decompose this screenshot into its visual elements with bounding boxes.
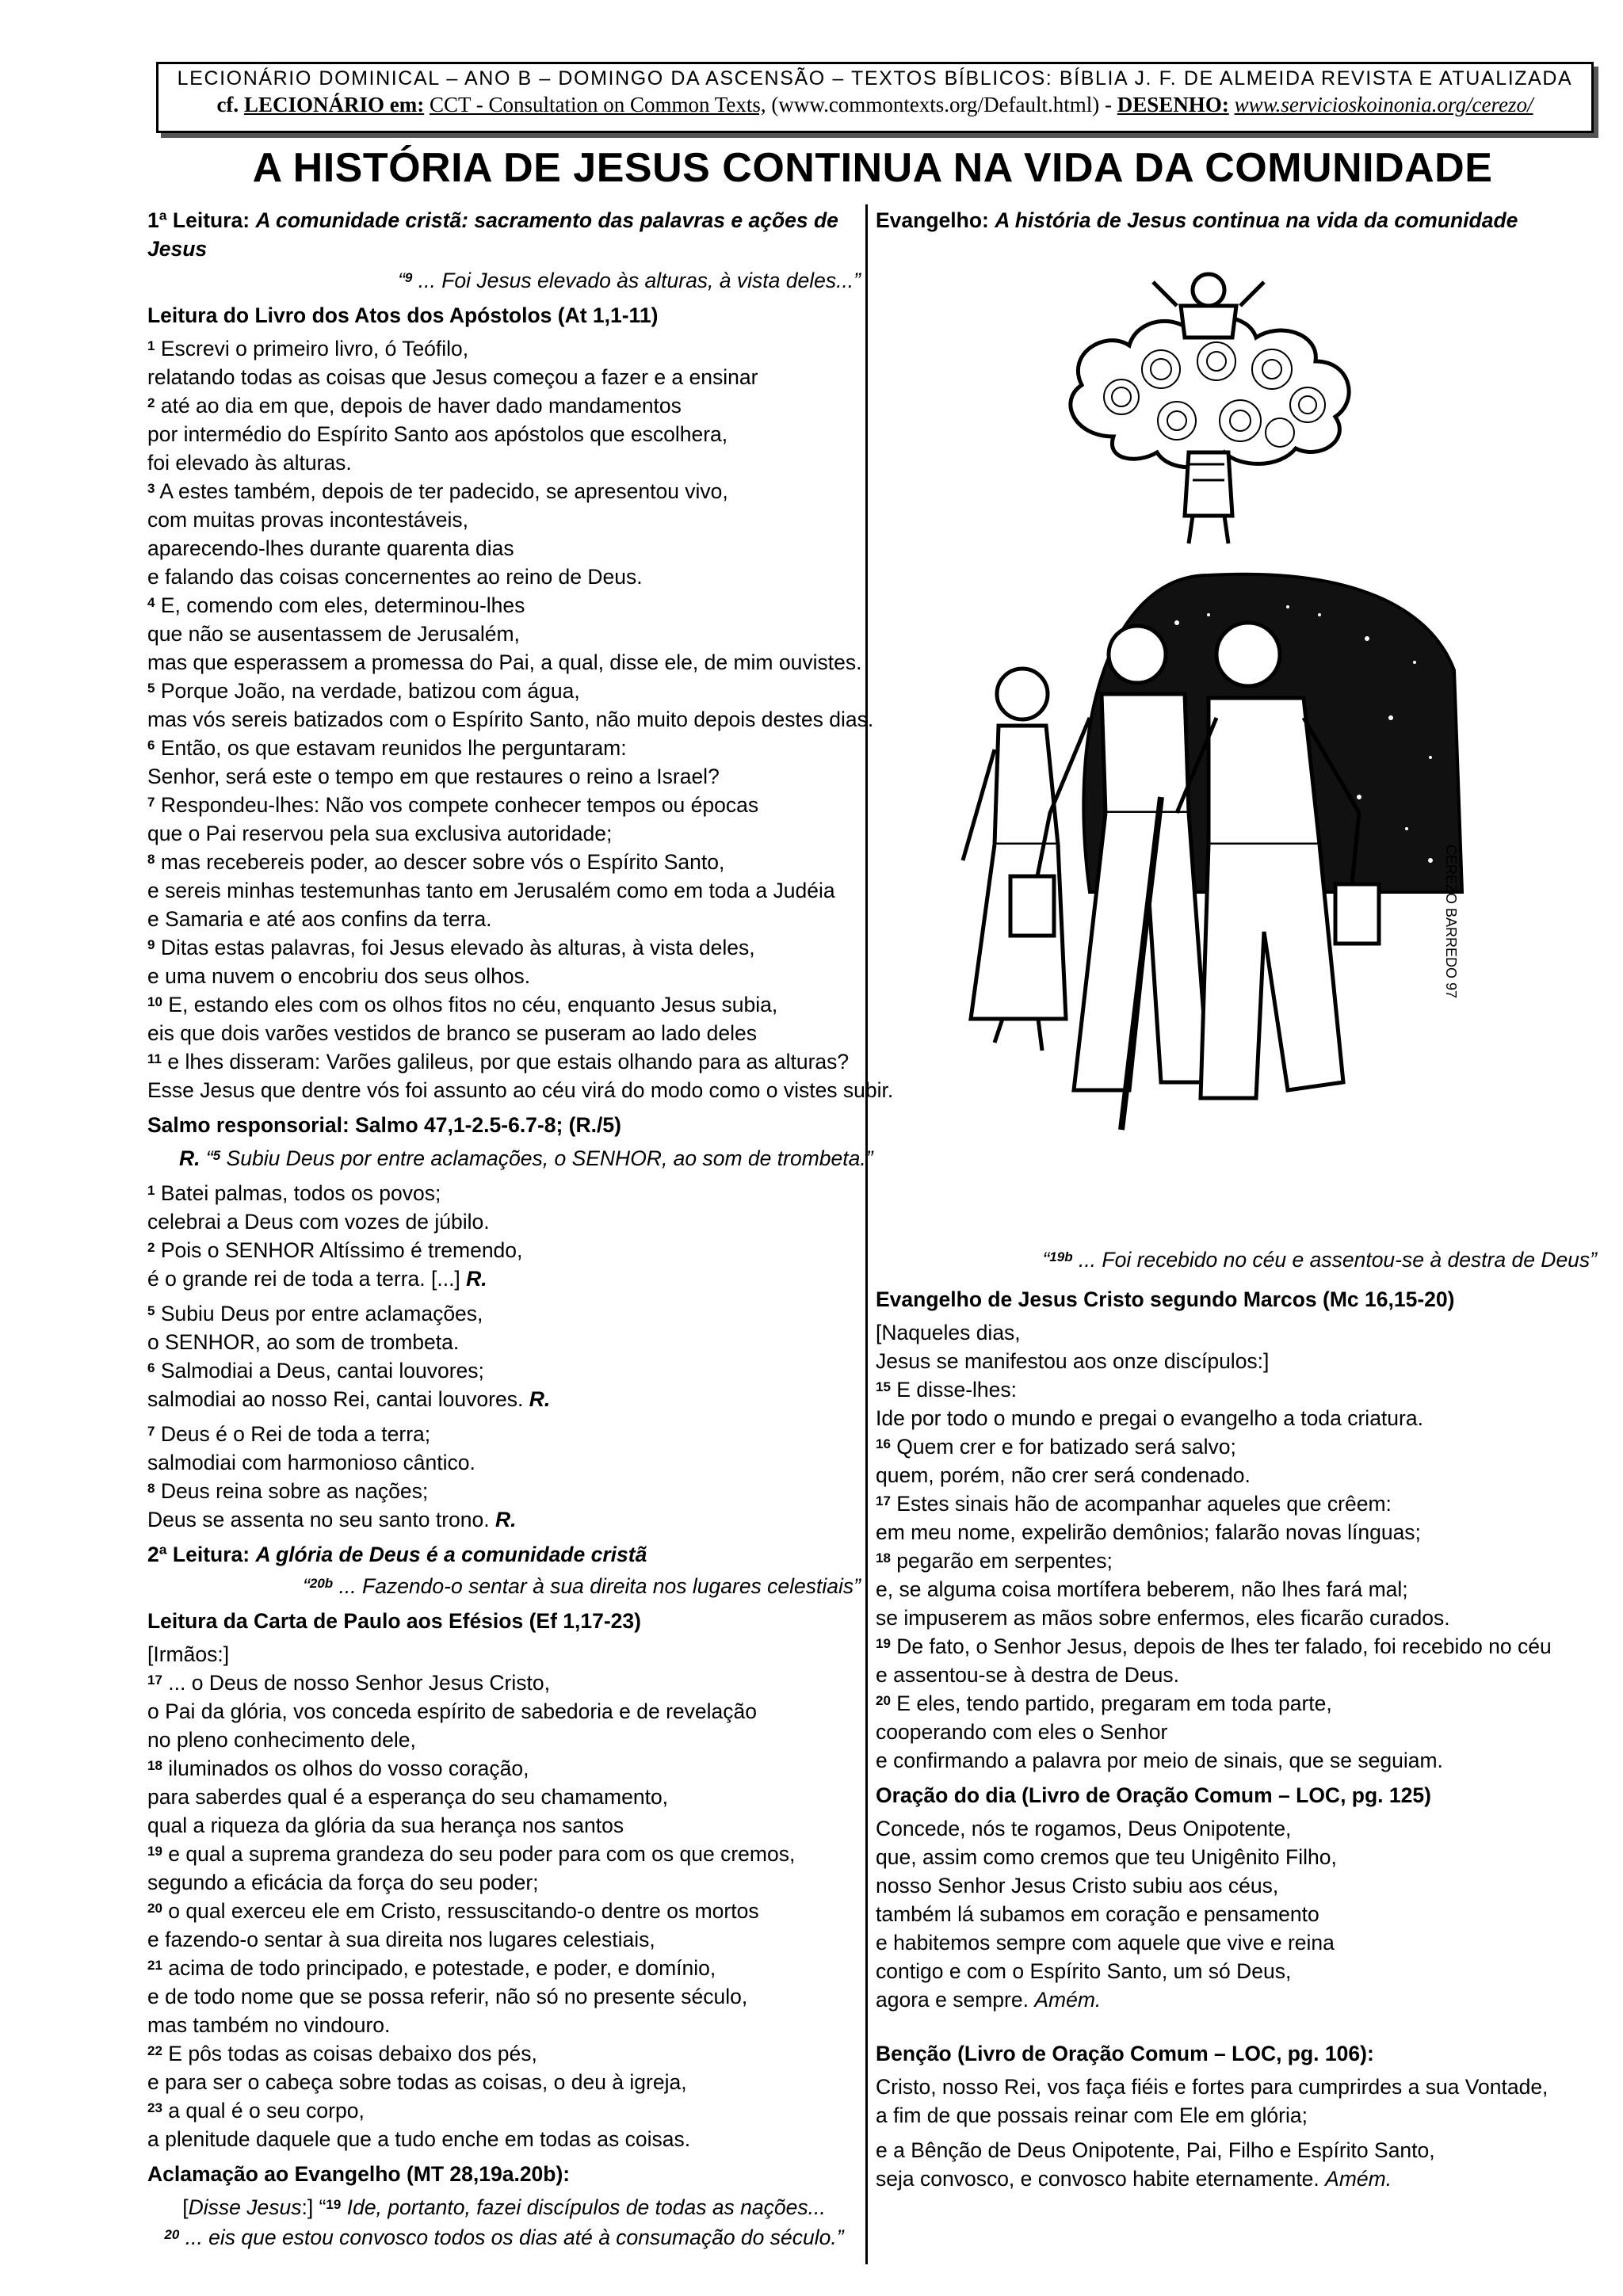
ascension-illustration <box>876 242 1597 1241</box>
verse-line <box>876 1375 1597 1404</box>
verse-line <box>147 1420 861 1448</box>
verse-number: 16 <box>876 1436 891 1451</box>
verse-text: quem, porém, não crer será condenado. <box>876 1463 1251 1487</box>
verse-text: e fazendo-o sentar à sua direita nos lugares celestiais, <box>147 1928 655 1951</box>
header-dash: - <box>1105 93 1113 116</box>
verse-line <box>876 1518 1597 1547</box>
verse-line <box>147 1868 861 1897</box>
verse-number: 1 <box>147 338 155 353</box>
verse-line <box>147 1019 861 1047</box>
verse-text: acima de todo principado, e potestade, e poder, e domínio, <box>168 1956 716 1980</box>
verse-line <box>147 2039 861 2068</box>
verse-line <box>147 477 861 505</box>
verse-text: que o Pai reservou pela sua exclusiva autoridade; <box>147 822 613 845</box>
acclamation-text: Ide, portanto, fazei discípulos de todas as nações... <box>346 2195 826 2219</box>
verse-line <box>147 1640 861 1669</box>
psalm-stanza <box>147 1299 861 1413</box>
prayer-last-line <box>876 1985 1597 2014</box>
verse-line <box>876 1689 1597 1718</box>
verse-number: 3 <box>147 481 155 496</box>
right-column <box>876 206 1597 2199</box>
reading2-subtitle: A glória de Deus é a comunidade cristã <box>255 1543 647 1566</box>
psalm-stanza <box>147 1179 861 1293</box>
quote-open: “ <box>398 269 405 292</box>
verse-text: E, estando eles com os olhos fitos no céu, enquanto Jesus subia, <box>168 993 778 1016</box>
verse-text: Então, os que estavam reunidos lhe perguntaram: <box>160 736 627 760</box>
verse-line <box>147 1726 861 1754</box>
verse-line <box>147 334 861 363</box>
verse-number: 5 <box>212 1148 221 1163</box>
verse-text: no pleno conhecimento dele, <box>147 1728 416 1752</box>
verse-text: Quem crer e for batizado será salvo; <box>896 1435 1236 1459</box>
response-label: R. <box>179 1146 200 1170</box>
amen: Amém. <box>1034 1988 1102 2012</box>
verse-number: 2 <box>147 395 155 410</box>
verse-number: 18 <box>876 1550 891 1566</box>
verse-line <box>147 620 861 648</box>
verse-text: mas também no vindouro. <box>147 2013 391 2037</box>
verse-text: Porque João, na verdade, batizou com água, <box>160 679 580 703</box>
reading2-heading: Leitura da Carta de Paulo aos Efésios (Ef 1,17-23) <box>147 1609 641 1633</box>
reading1-label: 1ª Leitura: <box>147 208 250 232</box>
verse-line <box>147 905 861 933</box>
verse-text: o qual exerceu ele em Cristo, ressuscitando-o dentre os mortos <box>168 1899 759 1923</box>
verse-text: qual a riqueza da glória da sua herança nos santos <box>147 1814 624 1837</box>
verse-number: 5 <box>147 681 155 696</box>
verse-line <box>147 1669 861 1697</box>
verse-line <box>147 1207 861 1236</box>
reading1-heading: Leitura do Livro dos Atos dos Apóstolos (At 1,1-11) <box>147 303 659 327</box>
verse-number: 17 <box>876 1493 891 1508</box>
verse-number: 10 <box>147 994 162 1009</box>
verse-text: se impuserem as mãos sobre enfermos, eles ficarão curados. <box>876 1606 1450 1630</box>
verse-number: 22 <box>147 2043 162 2058</box>
verse-text: segundo a eficácia da força do seu poder; <box>147 1871 539 1894</box>
verse-number: 9 <box>404 270 413 285</box>
reading1-subtitle: A comunidade cristã: sacramento das palavras e ações de Jesus <box>147 208 838 261</box>
verse-text: [Irmãos:] <box>147 1642 230 1666</box>
verse-line <box>147 534 861 563</box>
verse-text: ... o Deus de nosso Senhor Jesus Cristo, <box>168 1671 550 1695</box>
verse-text: e qual a suprema grandeza do seu poder para com os que cremos, <box>168 1842 796 1866</box>
gospel-title <box>876 206 1597 235</box>
verse-text: celebrai a Deus com vozes de júbilo. <box>147 1210 490 1234</box>
quote-open: “ <box>205 1146 213 1170</box>
psalm-stanzas <box>147 1179 861 1534</box>
bracket: [ <box>182 2195 189 2219</box>
verse-line <box>876 1547 1597 1575</box>
verse-text: o Pai da glória, vos conceda espírito de sabedoria e de revelação <box>147 1699 757 1723</box>
psalm-response <box>179 1144 873 1173</box>
verse-line <box>876 1604 1597 1632</box>
verse-text: mas que esperassem a promessa do Pai, a qual, disse ele, de mim ouvistes. <box>147 650 862 674</box>
verse-text: A estes também, depois de ter padecido, se apresentou vivo, <box>159 479 728 503</box>
verse-text: por intermédio do Espírito Santo aos apóstolos que escolhera, <box>147 422 728 446</box>
verse-text: Ide por todo o mundo e pregai o evangelho a toda criatura. <box>876 1406 1423 1430</box>
verse-text: eis que dois varões vestidos de branco se puseram ao lado deles <box>147 1021 757 1045</box>
verse-line <box>147 848 861 876</box>
verse-number: 11 <box>147 1051 162 1066</box>
verse-text: Salmodiai a Deus, cantai louvores; <box>160 1359 484 1383</box>
verse-line <box>876 1746 1597 1775</box>
verse-text: iluminados os olhos do vosso coração, <box>168 1756 529 1780</box>
prayer-closing: agora e sempre. <box>876 1988 1029 2012</box>
verse-text: Deus se assenta no seu santo trono. <box>147 1508 490 1531</box>
verse-line <box>147 1505 861 1534</box>
gospel-verses <box>876 1318 1597 1775</box>
cloud-icon <box>1071 318 1349 467</box>
verse-text: Escrevi o primeiro livro, ó Teófilo, <box>160 337 469 360</box>
verse-line <box>147 1954 861 1982</box>
header-cct-link[interactable]: CCT - Consultation on Common Texts, <box>429 93 766 116</box>
verse-text: Jesus se manifestou aos onze discípulos:] <box>876 1349 1270 1373</box>
verse-text: e para ser o cabeça sobre todas as coisas, o deu à igreja, <box>147 2070 687 2094</box>
blessing-closing: seja convosco, e convosco habite eternamente. <box>876 2167 1319 2191</box>
verse-text: Deus é o Rei de toda a terra; <box>160 1422 431 1446</box>
verse-number: 20b <box>309 1576 334 1591</box>
reading1-title <box>147 206 861 263</box>
verse-text: até ao dia em que, depois de haver dado mandamentos <box>160 394 682 418</box>
blessing-last-line <box>876 2164 1597 2193</box>
verse-line <box>147 1783 861 1811</box>
psalm-stanza <box>147 1420 861 1534</box>
verse-line <box>147 420 861 448</box>
verse-text: Deus reina sobre as nações; <box>160 1479 429 1503</box>
gospel-heading: Evangelho de Jesus Cristo segundo Marcos (Mc 16,15-20) <box>876 1287 1455 1311</box>
verse-line <box>147 1299 861 1328</box>
verse-line <box>147 1925 861 1954</box>
artist-signature: CEREZO BARREDO 97 <box>1443 845 1459 999</box>
verse-text: pegarão em serpentes; <box>896 1549 1113 1573</box>
verse-line <box>876 1489 1597 1518</box>
verse-text: Batei palmas, todos os povos; <box>160 1181 441 1205</box>
header-box <box>156 62 1594 133</box>
verse-text: relatando todas as coisas que Jesus começou a fazer e a ensinar <box>147 365 758 389</box>
verse-line <box>147 1697 861 1726</box>
header-line-1: LECIONÁRIO DOMINICAL – ANO B – DOMINGO DA ASCENSÃO – TEXTOS BÍBLICOS: BÍBLIA J. F. DE ALMEIDA REVISTA E ATUALIZADA <box>177 67 1573 90</box>
verse-line <box>147 933 861 962</box>
response-marker: R. <box>495 1508 517 1531</box>
blessing-text-2 <box>876 2136 1597 2193</box>
verse-line <box>147 1897 861 1925</box>
verse-text: E eles, tendo partido, pregaram em toda parte, <box>896 1691 1332 1715</box>
verse-text: foi elevado às alturas. <box>147 451 352 475</box>
verse-text: e assentou-se à destra de Deus. <box>876 1663 1180 1687</box>
verse-line <box>147 962 861 990</box>
verse-line <box>147 990 861 1019</box>
header-desenho: DESENHO: <box>1117 93 1229 116</box>
verse-text: e de todo nome que se possa referir, não só no presente século, <box>147 1985 748 2008</box>
reading2-label: 2ª Leitura: <box>147 1543 250 1566</box>
verse-line <box>147 1356 861 1385</box>
reading1-verses <box>147 334 894 1104</box>
header-cf: cf. <box>216 93 239 116</box>
verse-line <box>147 448 861 477</box>
verse-text: Senhor, será este o tempo em que restaures o reino a Israel? <box>147 765 720 788</box>
text-line: que, assim como cremos que teu Unigênito Filho, <box>876 1845 1337 1869</box>
verse-text: para saberdes qual é a esperança do seu chamamento, <box>147 1785 669 1809</box>
verse-number: 21 <box>147 1958 162 1973</box>
verse-number: 7 <box>147 1424 155 1439</box>
verse-line <box>147 677 861 705</box>
verse-number: 17 <box>147 1672 162 1688</box>
reading2-quote <box>147 1572 861 1600</box>
prayer-text <box>876 1814 1597 2014</box>
header-line-2 <box>158 93 1591 117</box>
verse-number: 5 <box>147 1303 155 1318</box>
verse-number: 20 <box>147 1901 162 1916</box>
text-line: também lá subamos em coração e pensamento <box>876 1902 1319 1926</box>
verse-number: 6 <box>147 1360 155 1375</box>
verse-line <box>876 1461 1597 1489</box>
verse-number: 19 <box>147 1844 162 1859</box>
verse-text: e confirmando a palavra por meio de sinais, que se seguiam. <box>876 1749 1443 1772</box>
verse-text: e sereis minhas testemunhas tanto em Jerusalém como em toda a Judéia <box>147 879 835 902</box>
verse-line <box>147 1448 861 1477</box>
verse-text: Pois o SENHOR Altíssimo é tremendo, <box>160 1238 523 1262</box>
verse-number: 19 <box>876 1636 891 1651</box>
verse-number: 15 <box>876 1379 891 1394</box>
verse-line <box>147 1811 861 1840</box>
header-desenho-link[interactable]: www.servicioskoinonia.org/cerezo/ <box>1234 93 1533 116</box>
verse-text: e falando das coisas concernentes ao reino de Deus. <box>147 565 643 589</box>
verse-line <box>147 1047 861 1076</box>
reading2-verses <box>147 1640 861 2153</box>
verse-number: 20 <box>164 2227 180 2242</box>
verse-text: Esse Jesus que dentre vós foi assunto ao céu virá do modo como o vistes subir. <box>147 1078 894 1102</box>
verse-line <box>147 2096 861 2125</box>
verse-number: 1 <box>147 1183 155 1198</box>
acclamation-speaker: Disse Jesus <box>188 2195 302 2219</box>
verse-line <box>147 2125 861 2153</box>
acclamation-line-1 <box>147 2193 861 2222</box>
verse-line <box>876 1404 1597 1432</box>
verse-line <box>147 563 861 591</box>
verse-text: a plenitude daquele que a tudo enche em todas as coisas. <box>147 2127 691 2151</box>
quote-text: ... Fazendo-o sentar à sua direita nos lugares celestiais” <box>338 1574 861 1598</box>
verse-number: 20 <box>876 1693 891 1708</box>
verse-text: E pôs todas as coisas debaixo dos pés, <box>168 2042 537 2065</box>
verse-text: e Samaria e até aos confins da terra. <box>147 907 492 931</box>
response-marker: R. <box>466 1267 487 1291</box>
header-url[interactable]: (www.commontexts.org/Default.html) <box>771 93 1100 116</box>
verse-line <box>147 648 861 677</box>
reading1-quote <box>147 266 861 295</box>
verse-line <box>147 1236 861 1264</box>
gospel-label: Evangelho: <box>876 208 989 232</box>
verse-line <box>147 734 861 762</box>
verse-line <box>147 762 861 791</box>
verse-line <box>876 1661 1597 1689</box>
verse-number: 4 <box>147 595 155 610</box>
text-line: Concede, nós te rogamos, Deus Onipotente, <box>876 1817 1292 1840</box>
column-divider <box>865 204 868 2264</box>
verse-text: que não se ausentassem de Jerusalém, <box>147 622 520 646</box>
acclamation-line-2 <box>147 2223 861 2252</box>
page-title: A HISTÓRIA DE JESUS CONTINUA NA VIDA DA COMUNIDADE <box>252 145 1493 191</box>
verse-text: mas recebereis poder, ao descer sobre vós o Espírito Santo, <box>160 850 725 874</box>
bracket: :] “ <box>301 2195 327 2219</box>
verse-text: De fato, o Senhor Jesus, depois de lhes ter falado, foi recebido no céu <box>896 1634 1552 1658</box>
quote-open: “ <box>1042 1248 1050 1272</box>
verse-line <box>147 1385 861 1413</box>
verse-text: Subiu Deus por entre aclamações, <box>160 1302 483 1325</box>
text-line: nosso Senhor Jesus Cristo subiu aos céus, <box>876 1874 1279 1897</box>
illustration-caption <box>876 1245 1597 1274</box>
verse-text: e, se alguma coisa mortífera beberem, não lhes fará mal; <box>876 1577 1408 1601</box>
verse-line <box>147 791 861 819</box>
text-line: e habitemos sempre com aquele que vive e reina <box>876 1931 1335 1955</box>
verse-line <box>147 1179 861 1207</box>
text-line: a fim de que possais reinar com Ele em glória; <box>876 2103 1308 2127</box>
verse-line <box>147 1982 861 2011</box>
acclamation-text: ... eis que estou convosco todos os dias até à consumação do século.” <box>185 2225 844 2249</box>
verse-text: com muitas provas incontestáveis, <box>147 508 469 532</box>
quote-open: “ <box>303 1574 310 1598</box>
verse-line <box>147 591 861 620</box>
verse-line <box>147 1754 861 1783</box>
verse-line <box>147 2011 861 2039</box>
verse-text: em meu nome, expelirão demônios; falarão novas línguas; <box>876 1520 1421 1544</box>
verse-line <box>876 1432 1597 1461</box>
verse-line <box>147 1264 861 1293</box>
verse-text: e uma nuvem o encobriu dos seus olhos. <box>147 964 531 988</box>
verse-line <box>876 1347 1597 1375</box>
verse-number: 9 <box>147 937 155 952</box>
verse-number: 8 <box>147 852 155 867</box>
verse-line <box>147 876 861 905</box>
header-lecionario: LECIONÁRIO em: <box>243 93 425 116</box>
text-line: contigo e com o Espírito Santo, um só Deus, <box>876 1959 1292 1983</box>
verse-text: é o grande rei de toda a terra. [...] <box>147 1267 460 1291</box>
verse-number: 18 <box>147 1758 162 1773</box>
verse-text: salmodiai com harmonioso cântico. <box>147 1451 475 1474</box>
verse-text: Ditas estas palavras, foi Jesus elevado às alturas, à vista deles, <box>160 936 755 959</box>
verse-text: E disse-lhes: <box>896 1378 1017 1402</box>
verse-line <box>147 391 861 420</box>
verse-line <box>147 1840 861 1868</box>
psalm-heading: Salmo responsorial: Salmo 47,1-2.5-6.7-8; (R./5) <box>147 1113 621 1137</box>
response-marker: R. <box>529 1387 551 1411</box>
verse-text: Respondeu-lhes: Não vos compete conhecer tempos ou épocas <box>160 793 759 817</box>
verse-line <box>876 1718 1597 1746</box>
verse-line <box>876 1318 1597 1347</box>
blessing-heading: Benção (Livro de Oração Comum – LOC, pg. 106): <box>876 2042 1374 2065</box>
prayer-heading: Oração do dia (Livro de Oração Comum – LOC, pg. 125) <box>876 1783 1431 1807</box>
verse-text: [Naqueles dias, <box>876 1321 1021 1344</box>
verse-number: 8 <box>147 1481 155 1496</box>
amen: Amém. <box>1325 2167 1392 2191</box>
verse-number: 2 <box>147 1240 155 1255</box>
verse-text: salmodiai ao nosso Rei, cantai louvores. <box>147 1387 524 1411</box>
verse-number: 6 <box>147 738 155 753</box>
blessing-text-1 <box>876 2073 1597 2130</box>
response-text: Subiu Deus por entre aclamações, o SENHOR, ao som de trombeta.” <box>226 1146 873 1170</box>
verse-text: aparecendo-lhes durante quarenta dias <box>147 536 514 560</box>
verse-text: cooperando com eles o Senhor <box>876 1720 1168 1744</box>
text-line: Cristo, nosso Rei, vos faça fiéis e fortes para cumprirdes a sua Vontade, <box>876 2075 1549 2099</box>
caption-text: ... Foi recebido no céu e assentou-se à destra de Deus” <box>1078 1248 1597 1272</box>
verse-line <box>876 1632 1597 1661</box>
verse-line <box>147 1477 861 1505</box>
verse-number: 19 <box>326 2197 342 2212</box>
verse-line <box>147 819 861 848</box>
verse-line <box>876 1575 1597 1604</box>
verse-line <box>147 1328 861 1356</box>
verse-line <box>147 505 861 534</box>
verse-text: mas vós sereis batizados com o Espírito Santo, não muito depois destes dias. <box>147 707 874 731</box>
reading2-title <box>147 1540 861 1569</box>
gospel-subtitle: A história de Jesus continua na vida da comunidade <box>995 208 1518 232</box>
verse-text: Estes sinais hão de acompanhar aqueles que crêem: <box>896 1492 1392 1516</box>
verse-line <box>147 363 861 391</box>
verse-number: 7 <box>147 795 155 810</box>
verse-line <box>147 1076 894 1104</box>
verse-text: o SENHOR, ao som de trombeta. <box>147 1330 460 1354</box>
quote-text: ... Foi Jesus elevado às alturas, à vista deles...” <box>418 269 861 292</box>
verse-text: E, comendo com eles, determinou-lhes <box>160 593 525 617</box>
verse-line <box>147 705 874 734</box>
verse-number: 23 <box>147 2100 162 2115</box>
text-line: e a Bênção de Deus Onipotente, Pai, Filho e Espírito Santo, <box>876 2138 1435 2162</box>
verse-text: a qual é o seu corpo, <box>168 2099 365 2122</box>
acclamation-heading: Aclamação ao Evangelho (MT 28,19a.20b): <box>147 2162 571 2186</box>
verse-text: e lhes disseram: Varões galileus, por que estais olhando para as alturas? <box>167 1050 850 1074</box>
verse-number: 19b <box>1049 1249 1073 1264</box>
verse-line <box>147 2068 861 2096</box>
